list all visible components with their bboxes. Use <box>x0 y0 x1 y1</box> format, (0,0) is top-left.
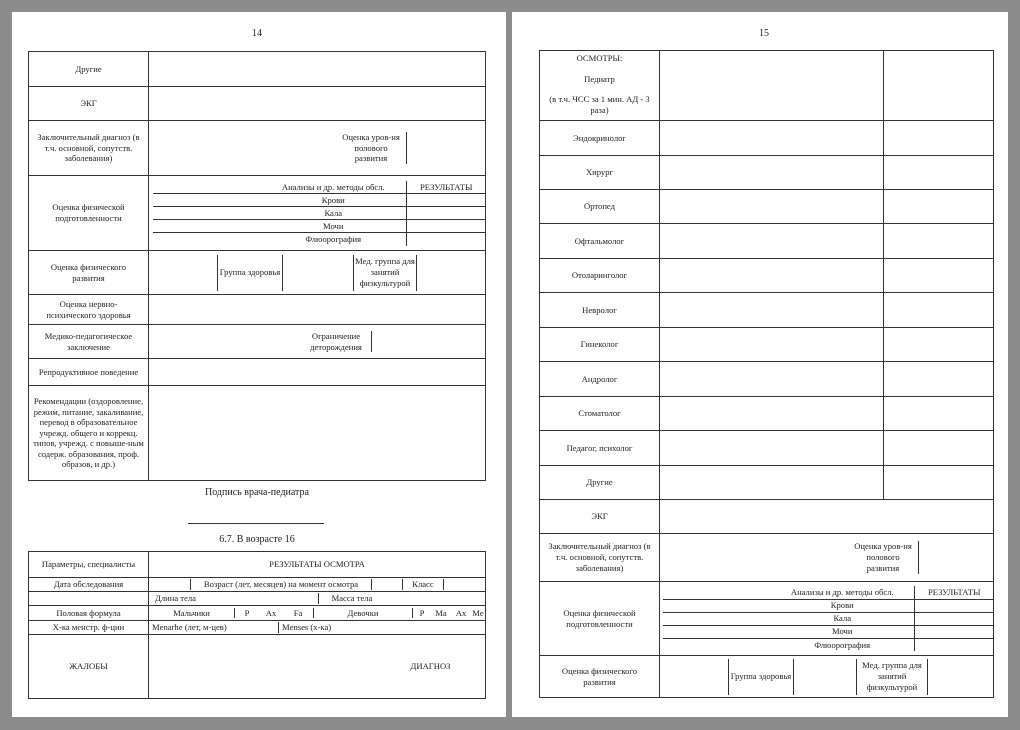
field-specialist[interactable] <box>660 259 884 293</box>
label-neurologist: Невролог <box>540 293 660 328</box>
field-specialist[interactable] <box>660 328 884 362</box>
analysis-blood: Крови <box>771 599 914 612</box>
label-sex-formula: Половая формула <box>29 606 149 621</box>
label-other: Другие <box>29 52 149 87</box>
row-specialist <box>540 156 994 190</box>
field-specialist[interactable] <box>660 431 884 466</box>
analyses-header: Анализы и др. методы обсл. <box>771 586 914 599</box>
field-specialist[interactable] <box>884 121 994 156</box>
label-ekg: ЭКГ <box>540 500 660 534</box>
label-exam-results: РЕЗУЛЬТАТЫ ОСМОТРА <box>149 552 486 578</box>
row-specialist <box>540 328 994 362</box>
page-number: 15 <box>759 28 769 39</box>
label-physical-prep: Оценка физической подготовленности <box>540 582 660 656</box>
label-recommendations: Рекомендации (оздоровление, режим, питание, закаливание, перевод в образовательное учрежд. общего и коррекц. типов, учрежд. с повыше-ным содерж. образования, проф. образов, и др.) <box>29 386 149 481</box>
field-specialist[interactable] <box>884 362 994 397</box>
field-specialist[interactable] <box>884 431 994 466</box>
row-reproductive <box>29 359 486 386</box>
label-surgeon: Хирург <box>540 156 660 190</box>
label-childbearing: Ограничение деторождения <box>301 331 372 352</box>
result-urine[interactable] <box>406 220 486 233</box>
row-med-ped <box>29 325 486 359</box>
label-weight: Масса тела <box>318 593 385 604</box>
label-class: Класс <box>402 579 444 590</box>
row-specialist <box>540 259 994 293</box>
row-sex-formula <box>29 606 486 621</box>
label-med-group: Мед. группа для занятий физкультурой <box>856 659 928 695</box>
label-physical-dev: Оценка физического развития <box>29 251 149 295</box>
exams-table <box>539 50 994 698</box>
field-specialist[interactable] <box>884 156 994 190</box>
field-specialist[interactable] <box>660 121 884 156</box>
section-title: 6.7. В возрасте 16 <box>219 534 295 545</box>
result-stool[interactable] <box>914 612 994 625</box>
field-neuro[interactable] <box>149 295 486 325</box>
row-specialist <box>540 224 994 259</box>
result-fluoro[interactable] <box>406 233 486 246</box>
label-girls: Девочки <box>347 607 379 618</box>
row-exam-date <box>29 578 486 592</box>
analyses-table <box>663 586 994 651</box>
row-physical-prep <box>540 582 994 656</box>
row-neuro <box>29 295 486 325</box>
field-specialist[interactable] <box>884 259 994 293</box>
label-exam-date: Дата обследования <box>29 578 149 592</box>
label-health-group: Группа здоровья <box>217 255 283 291</box>
label-params: Параметры, специалисты <box>29 552 149 578</box>
result-urine[interactable] <box>914 625 994 638</box>
analysis-fluoro: Флюорография <box>814 639 871 650</box>
label-boys: Мальчики <box>173 607 210 618</box>
exam-table-16 <box>28 551 486 699</box>
result-fluoro[interactable] <box>914 638 994 651</box>
field-specialist[interactable] <box>884 466 994 500</box>
label-exams-title: ОСМОТРЫ: <box>576 53 623 63</box>
label-complaints: ЖАЛОБЫ <box>29 635 149 699</box>
field-specialist[interactable] <box>660 224 884 259</box>
label-andrologist: Андролог <box>540 362 660 397</box>
field-pediatrician-2[interactable] <box>884 51 994 121</box>
row-params <box>29 552 486 578</box>
field-specialist[interactable] <box>660 397 884 431</box>
row-ekg <box>29 87 486 121</box>
label-endocrinologist: Эндокринолог <box>540 121 660 156</box>
field-pediatrician-1[interactable] <box>660 51 884 121</box>
field-specialist[interactable] <box>884 397 994 431</box>
label-height: Длина тела <box>155 593 196 604</box>
mark-boys-p: P <box>234 608 259 619</box>
row-body <box>29 592 486 606</box>
label-diagnosis: ДИАГНОЗ <box>410 661 451 672</box>
label-otolaryngologist: Отоларинголог <box>540 259 660 293</box>
field-specialist[interactable] <box>884 293 994 328</box>
row-specialist <box>540 431 994 466</box>
page-left <box>12 12 506 717</box>
row-physical-dev <box>540 656 994 698</box>
analysis-urine: Мочи <box>261 220 406 233</box>
field-ekg[interactable] <box>149 87 486 121</box>
analysis-fluoro: Флюорография <box>305 234 362 245</box>
label-neuro: Оценка нервно-психического здоровья <box>29 295 149 325</box>
analyses-table <box>153 181 486 246</box>
label-final-diagnosis: Заключительный диагноз (в т.ч. основной, сопутств. заболевания) <box>29 121 149 176</box>
row-menstr <box>29 621 486 635</box>
mark-girls-p: P <box>412 608 431 619</box>
analysis-stool: Кала <box>261 207 406 220</box>
row-pediatrician <box>540 51 994 121</box>
label-final-diagnosis: Заключительный диагноз (в т.ч. основной, сопутств. заболевания) <box>540 534 660 582</box>
mark-girls-me: Me <box>472 607 484 618</box>
field-specialist[interactable] <box>884 328 994 362</box>
page-number: 14 <box>252 28 262 39</box>
row-final-diagnosis <box>540 534 994 582</box>
label-other: Другие <box>540 466 660 500</box>
label-menstr: Х-ка менстр. ф-ции <box>29 621 149 635</box>
analysis-urine: Мочи <box>771 625 914 638</box>
label-physical-dev: Оценка физического развития <box>540 656 660 698</box>
analysis-stool: Кала <box>771 612 914 625</box>
row-ekg <box>540 500 994 534</box>
label-ekg: ЭКГ <box>29 87 149 121</box>
label-pediatrician: Педиатр <box>584 73 615 84</box>
row-specialist <box>540 397 994 431</box>
result-blood[interactable] <box>914 599 994 612</box>
page-right <box>512 12 1008 717</box>
row-specialist <box>540 466 994 500</box>
mark-girls-ax: Ax <box>455 607 467 618</box>
field-specialist[interactable] <box>660 293 884 328</box>
results-header: РЕЗУЛЬТАТЫ <box>406 181 486 194</box>
mark-boys-ax: Ax <box>265 607 277 618</box>
row-specialist <box>540 121 994 156</box>
label-reproductive: Репродуктивное поведение <box>29 359 149 386</box>
field-reproductive[interactable] <box>149 359 486 386</box>
label-med-ped: Медико-педагогическое заключение <box>29 325 149 359</box>
field-specialist[interactable] <box>660 156 884 190</box>
exam-table-top <box>28 51 486 481</box>
field-specialist[interactable] <box>660 466 884 500</box>
row-final-diagnosis <box>29 121 486 176</box>
field-specialist[interactable] <box>660 190 884 224</box>
results-header: РЕЗУЛЬТАТЫ <box>914 586 994 599</box>
row-physical-prep <box>29 176 486 251</box>
label-gynecologist: Гинеколог <box>540 328 660 362</box>
analysis-blood: Крови <box>261 194 406 207</box>
result-stool[interactable] <box>406 207 486 220</box>
row-specialist <box>540 293 994 328</box>
label-physical-prep: Оценка физической подготовленности <box>29 176 149 251</box>
row-other <box>29 52 486 87</box>
field-specialist[interactable] <box>660 362 884 397</box>
row-complaints <box>29 635 486 699</box>
label-sexual-dev: Оценка уров-ня полового развития <box>336 132 407 164</box>
label-menarhe: Menarhe (лет, м-цев) <box>152 622 227 633</box>
row-physical-dev <box>29 251 486 295</box>
signature-line[interactable] <box>188 523 324 524</box>
label-med-group: Мед. группа для занятий физкультурой <box>353 255 417 291</box>
label-menses: Menses (х-ка) <box>278 622 485 633</box>
label-ped-note: (в т.ч. ЧСС за 1 мин. АД - 3 раза) <box>549 94 650 116</box>
row-recommendations <box>29 386 486 481</box>
field-recommendations[interactable] <box>149 386 486 481</box>
field-specialist[interactable] <box>884 224 994 259</box>
signature-label: Подпись врача-педиатра <box>205 487 309 498</box>
row-specialist <box>540 362 994 397</box>
label-dentist: Стоматолог <box>540 397 660 431</box>
label-age: Возраст (лет, месяцев) на момент осмотра <box>190 579 372 590</box>
row-specialist <box>540 190 994 224</box>
analyses-header: Анализы и др. методы обсл. <box>261 181 406 194</box>
label-health-group: Группа здоровья <box>728 659 794 695</box>
result-blood[interactable] <box>406 194 486 207</box>
label-ophthalmologist: Офтальмолог <box>540 224 660 259</box>
field-specialist[interactable] <box>884 190 994 224</box>
mark-boys-fa: Fa <box>283 608 314 619</box>
label-sexual-dev: Оценка уров-ня полового развития <box>848 541 919 573</box>
field-ekg[interactable] <box>660 500 994 534</box>
mark-girls-ma: Ma <box>435 607 447 618</box>
label-orthopedist: Ортопед <box>540 190 660 224</box>
label-psychologist: Педагог, психолог <box>540 431 660 466</box>
